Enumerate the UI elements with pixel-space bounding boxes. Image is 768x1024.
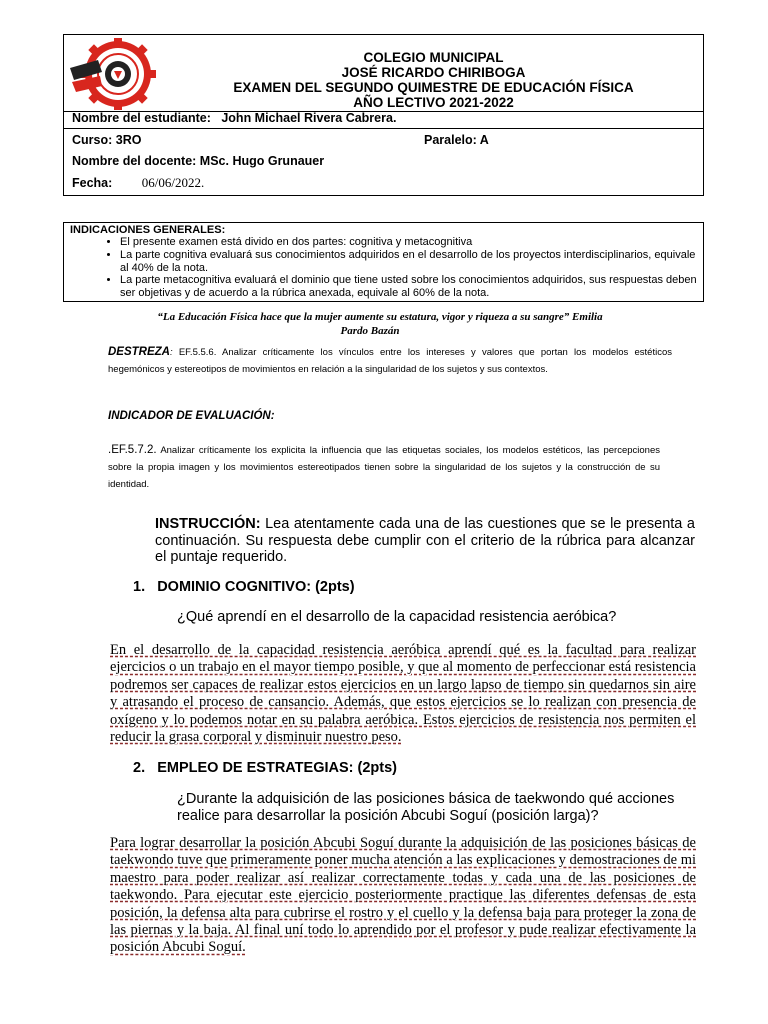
school-name-line2: JOSÉ RICARDO CHIRIBOGA	[341, 65, 526, 80]
question-number: 1.	[133, 579, 146, 595]
question-1-heading	[133, 579, 355, 595]
student-label: Nombre del estudiante:	[72, 111, 211, 125]
destreza-code: EF.5.5.6.	[178, 347, 217, 358]
question-1-text: ¿Qué aprendí en el desarrollo de la capacidad resistencia aeróbica?	[177, 609, 617, 625]
question-2-text: ¿Durante la adquisición de las posiciones básica de taekwondo qué acciones realice para desarrollar la posición Abcubi Soguí (posición larga)?	[177, 791, 675, 824]
teacher-field: Nombre del docente: MSc. Hugo Grunauer	[72, 154, 325, 168]
list-item: • La parte cognitiva evaluará sus conocimientos adquiridos en el desarrollo de los proyectos interdisciplinarios, equivale al 40% de la nota.	[120, 249, 697, 275]
parallel-field: Paralelo: A	[424, 133, 489, 147]
indicador-code: .EF.5.7.2.	[108, 444, 157, 456]
list-item: • El presente examen está divido en dos partes: cognitiva y metacognitiva	[120, 236, 697, 249]
answer-1	[110, 642, 696, 746]
destreza-text: Analizar críticamente los vínculos entre los intereses y valores que portan los modelos estéticos hegemónicos y estereotipos de movimientos en relación a la singularidad de los sujetos y sus contextos.	[108, 347, 672, 375]
quote-line1: “La Educación Física hace que la mujer aumente su estatura, vigor y riqueza a su sangre” Emilia	[157, 311, 603, 323]
date-value: 06/06/2022.	[141, 175, 205, 190]
student-name-row	[72, 111, 396, 125]
answer-2-text: Para lograr desarrollar la posición Abcubi Soguí durante la adquisición de las posiciones básicas de taekwondo tuve que primeramente poner mucha atención a las explicaciones y demostraciones de mi maestro para poder realizar así realizar correctamente todas y cada una de las posiciones de taekwondo. Para ejecutar este ejercicio posteriormente practique las diferentes defensas de esta posición, la defensa alta para cubrirse el rostro y el cuello y la defensa baja para proteger la zona de las piernas y la baja. Al final uní todo lo aprendido por el profesor y pude realizar efectivamente la posición Abcubi Soguí.	[110, 835, 696, 956]
question-number: 2.	[133, 760, 146, 776]
instructions-title: INDICACIONES GENERALES:	[70, 224, 226, 236]
course-field: Curso: 3RO	[72, 133, 142, 147]
exam-title: EXAMEN DEL SEGUNDO QUIMESTRE DE EDUCACIÓN FÍSICA	[233, 80, 634, 95]
instruction-label: INSTRUCCIÓN:	[155, 516, 261, 532]
indicador-label: INDICADOR DE EVALUACIÓN:	[108, 410, 275, 422]
list-item: • La parte metacognitiva evaluará el dominio que tiene usted sobre los conocimientos adquiridos, sus respuestas deben ser objetivas y de acuerdo a la rúbrica anexada, equivale al 60% de la nota.	[120, 274, 697, 300]
instruction-block	[155, 516, 695, 566]
school-logo	[68, 38, 160, 110]
question-title: EMPLEO DE ESTRATEGIAS: (2pts)	[157, 760, 397, 776]
instructions-list	[70, 236, 697, 300]
divider	[64, 128, 703, 129]
answer-2	[110, 835, 696, 957]
date-row	[72, 175, 204, 191]
student-value: John Michael Rivera Cabrera.	[221, 111, 397, 125]
indicador-block	[108, 442, 660, 493]
instruction-text: Lea atentamente cada una de las cuestiones que se le presenta a continuación. Su respuesta debe cumplir con el criterio de la rúbrica para alcanzar el puntaje requerido.	[155, 516, 695, 565]
header-box	[63, 34, 704, 196]
question-2-heading	[133, 760, 397, 776]
date-label: Fecha:	[72, 176, 113, 190]
school-name-line1: COLEGIO MUNICIPAL	[363, 50, 504, 65]
quote-line2: Pardo Bazán	[340, 325, 400, 337]
answer-1-text: En el desarrollo de la capacidad resistencia aeróbica aprendí qué es la facultad para realizar ejercicios o un trabajo en el mayor tiempo posible, y que al momento de perfeccionar está resistencia podremos ser capaces de realizar estos ejercicios en un largo lapso de tiempo sin quedarnos sin aire y atrasando el proceso de cansancio. Además, que estos ejercicios se lo realizan con presencia de oxígeno y lo podemos notar en su palabra aeróbica. Estos ejercicios de resistencia nos permiten el reducir la grasa corporal y disminuir nuestro peso.	[110, 642, 696, 746]
general-instructions-box	[63, 222, 704, 302]
destreza-label: DESTREZA	[108, 346, 170, 358]
destreza-block: DESTREZA: EF.5.5.6. Analizar críticamente los vínculos entre los intereses y valores que portan los modelos estéticos hegemónicos y estereotipos de movimientos en relación a la singularidad de los sujetos y sus contextos.	[108, 346, 672, 375]
school-year: AÑO LECTIVO 2021-2022	[353, 95, 514, 110]
question-title: DOMINIO COGNITIVO: (2pts)	[157, 579, 355, 595]
indicador-text: Analizar críticamente los explicita la influencia que las etiquetas sociales, los modelos estéticos, las percepciones sobre la propia imagen y los movimientos estereotipados tienen sobre la singularidad de los sujetos y la construcción de su identidad.	[108, 445, 660, 490]
